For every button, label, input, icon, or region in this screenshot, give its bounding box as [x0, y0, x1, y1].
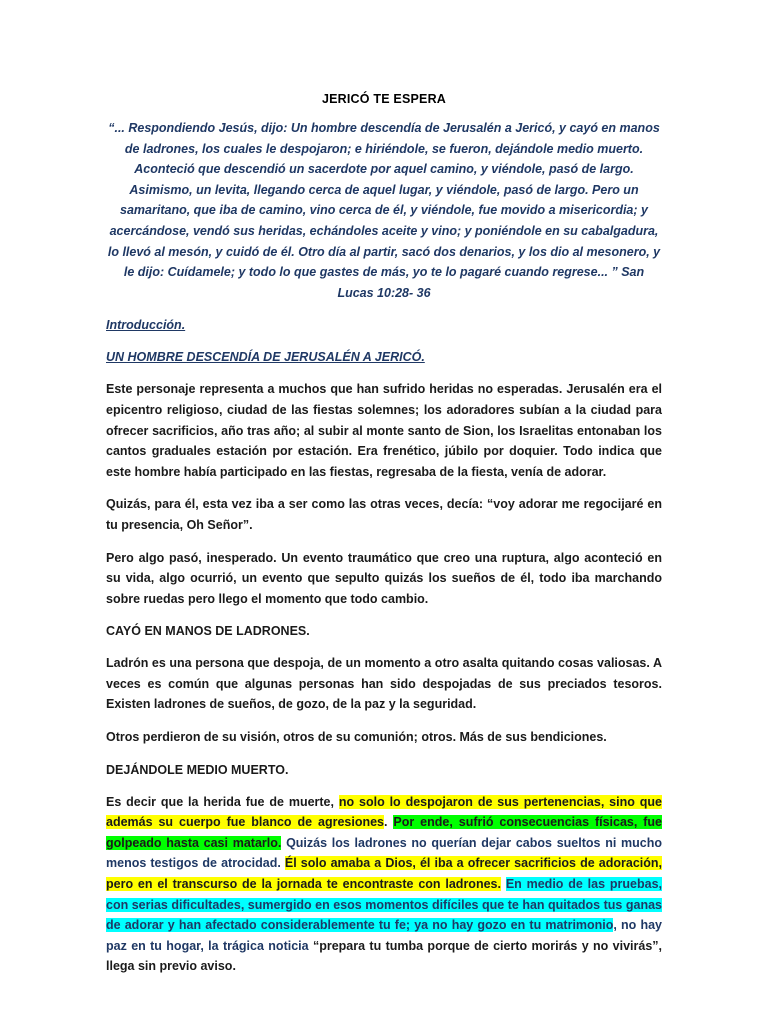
para6-text-punct: .: [384, 815, 394, 830]
para6-highlight-yellow-1: no solo lo despojaron de sus pertenencias, sino que además su cuerpo fue blanco de agresiones: [106, 794, 662, 830]
para6-text-plain: Es decir que la herida fue de muerte,: [106, 794, 339, 809]
paragraph-3: Pero algo pasó, inesperado. Un evento traumático que creo una ruptura, algo aconteció en su vida, algo ocurrió, un evento que sepulto quizás los sueños de él, todo iba marchando sobre ruedas pero llego el momento que todo cambio.: [106, 550, 662, 606]
para6-highlight-yellow-2: Él solo amaba a Dios, él iba a ofrecer sacrificios de adoración, pero en el transcurso de la jornada te encontraste con ladrones.: [106, 856, 662, 892]
para6-text-end: “prepara tu tumba porque de cierto morirás y no vivirás”, llega sin previo aviso.: [106, 938, 662, 974]
para6-text-blue-2: , no hay paz en tu hogar, la trágica noticia: [106, 918, 662, 953]
paragraph-1: Este personaje representa a muchos que han sufrido heridas no esperadas. Jerusalén era el epicentro religioso, ciudad de las fiestas solemnes; los adoradores subían a la ciudad para ofrecer sacrificios, año tras año; al subir al monte santo de Sion, los Israelitas entonaban los cantos graduales estación por estación. Era frenético, júbilo por doquier. Todo indica que este hombre había participado en las fiestas, regresaba de la fiesta, venía de adorar.: [106, 382, 662, 479]
para6-highlight-green: Por ende, sufrió consecuencias físicas, fue golpeado hasta casi matarlo.: [106, 815, 663, 850]
section-heading-medio-muerto: DEJÁNDOLE MEDIO MUERTO.: [106, 762, 289, 777]
paragraph-4: Ladrón es una persona que despoja, de un momento a otro asalta quitando cosas valiosas. A veces es común que algunas personas han sido despojadas de sus preciados tesoros. Existen ladrones de sueños, de gozo, de la paz y la seguridad.: [106, 656, 662, 712]
paragraph-5: Otros perdieron de su visión, otros de su comunión; otros. Más de sus bendiciones.: [106, 730, 607, 745]
scripture-quote: “... Respondiendo Jesús, dijo: Un hombre descendía de Jerusalén a Jericó, y cayó en manos de ladrones, los cuales le despojaron; e hiriéndole, se fueron, dejándole medio muerto. Aconteció que descendió un sacerdote por aquel camino, y viéndole, pasó de largo. Asimismo, un levita, llegando cerca de aquel lugar, y viéndole, pasó de largo. Pero un samaritano, que iba de camino, vino cerca de él, y viéndole, fue movido a misericordia; y acercándose, vendó sus heridas, echándoles aceite y vino; y poniéndole en su cabalgadura, lo llevó al mesón, y cuidó de él. Otro día al partir, sacó dos denarios, y los dio al mesonero, y le dijo: Cuídamele; y todo lo que gastes de más, yo te lo pagaré cuando regrese... ” San Lucas 10:28- 36: [107, 121, 661, 300]
document-title: JERICÓ TE ESPERA: [321, 92, 447, 106]
intro-heading: Introducción.: [106, 318, 186, 333]
paragraph-6: [106, 792, 662, 977]
paragraph-2: Quizás, para él, esta vez iba a ser como las otras veces, decía: “voy adorar me regocijaré en tu presencia, Oh Señor”.: [106, 497, 662, 532]
para6-text-blue-1: Quizás los ladrones no querían dejar cabos sueltos ni mucho menos testigos de atrocidad.: [106, 835, 662, 871]
section-heading-ladrones: CAYÓ EN MANOS DE LADRONES.: [106, 624, 310, 639]
section-heading-descendia: UN HOMBRE DESCENDÍA DE JERUSALÉN A JERICÓ.: [106, 350, 425, 365]
para6-highlight-cyan: En medio de las pruebas, con serias dificultades, sumergido en esos momentos difíciles que te han quitados tus ganas de adorar y han afectado considerablemente tu fe; ya no hay gozo en tu matrimonio: [106, 877, 662, 933]
